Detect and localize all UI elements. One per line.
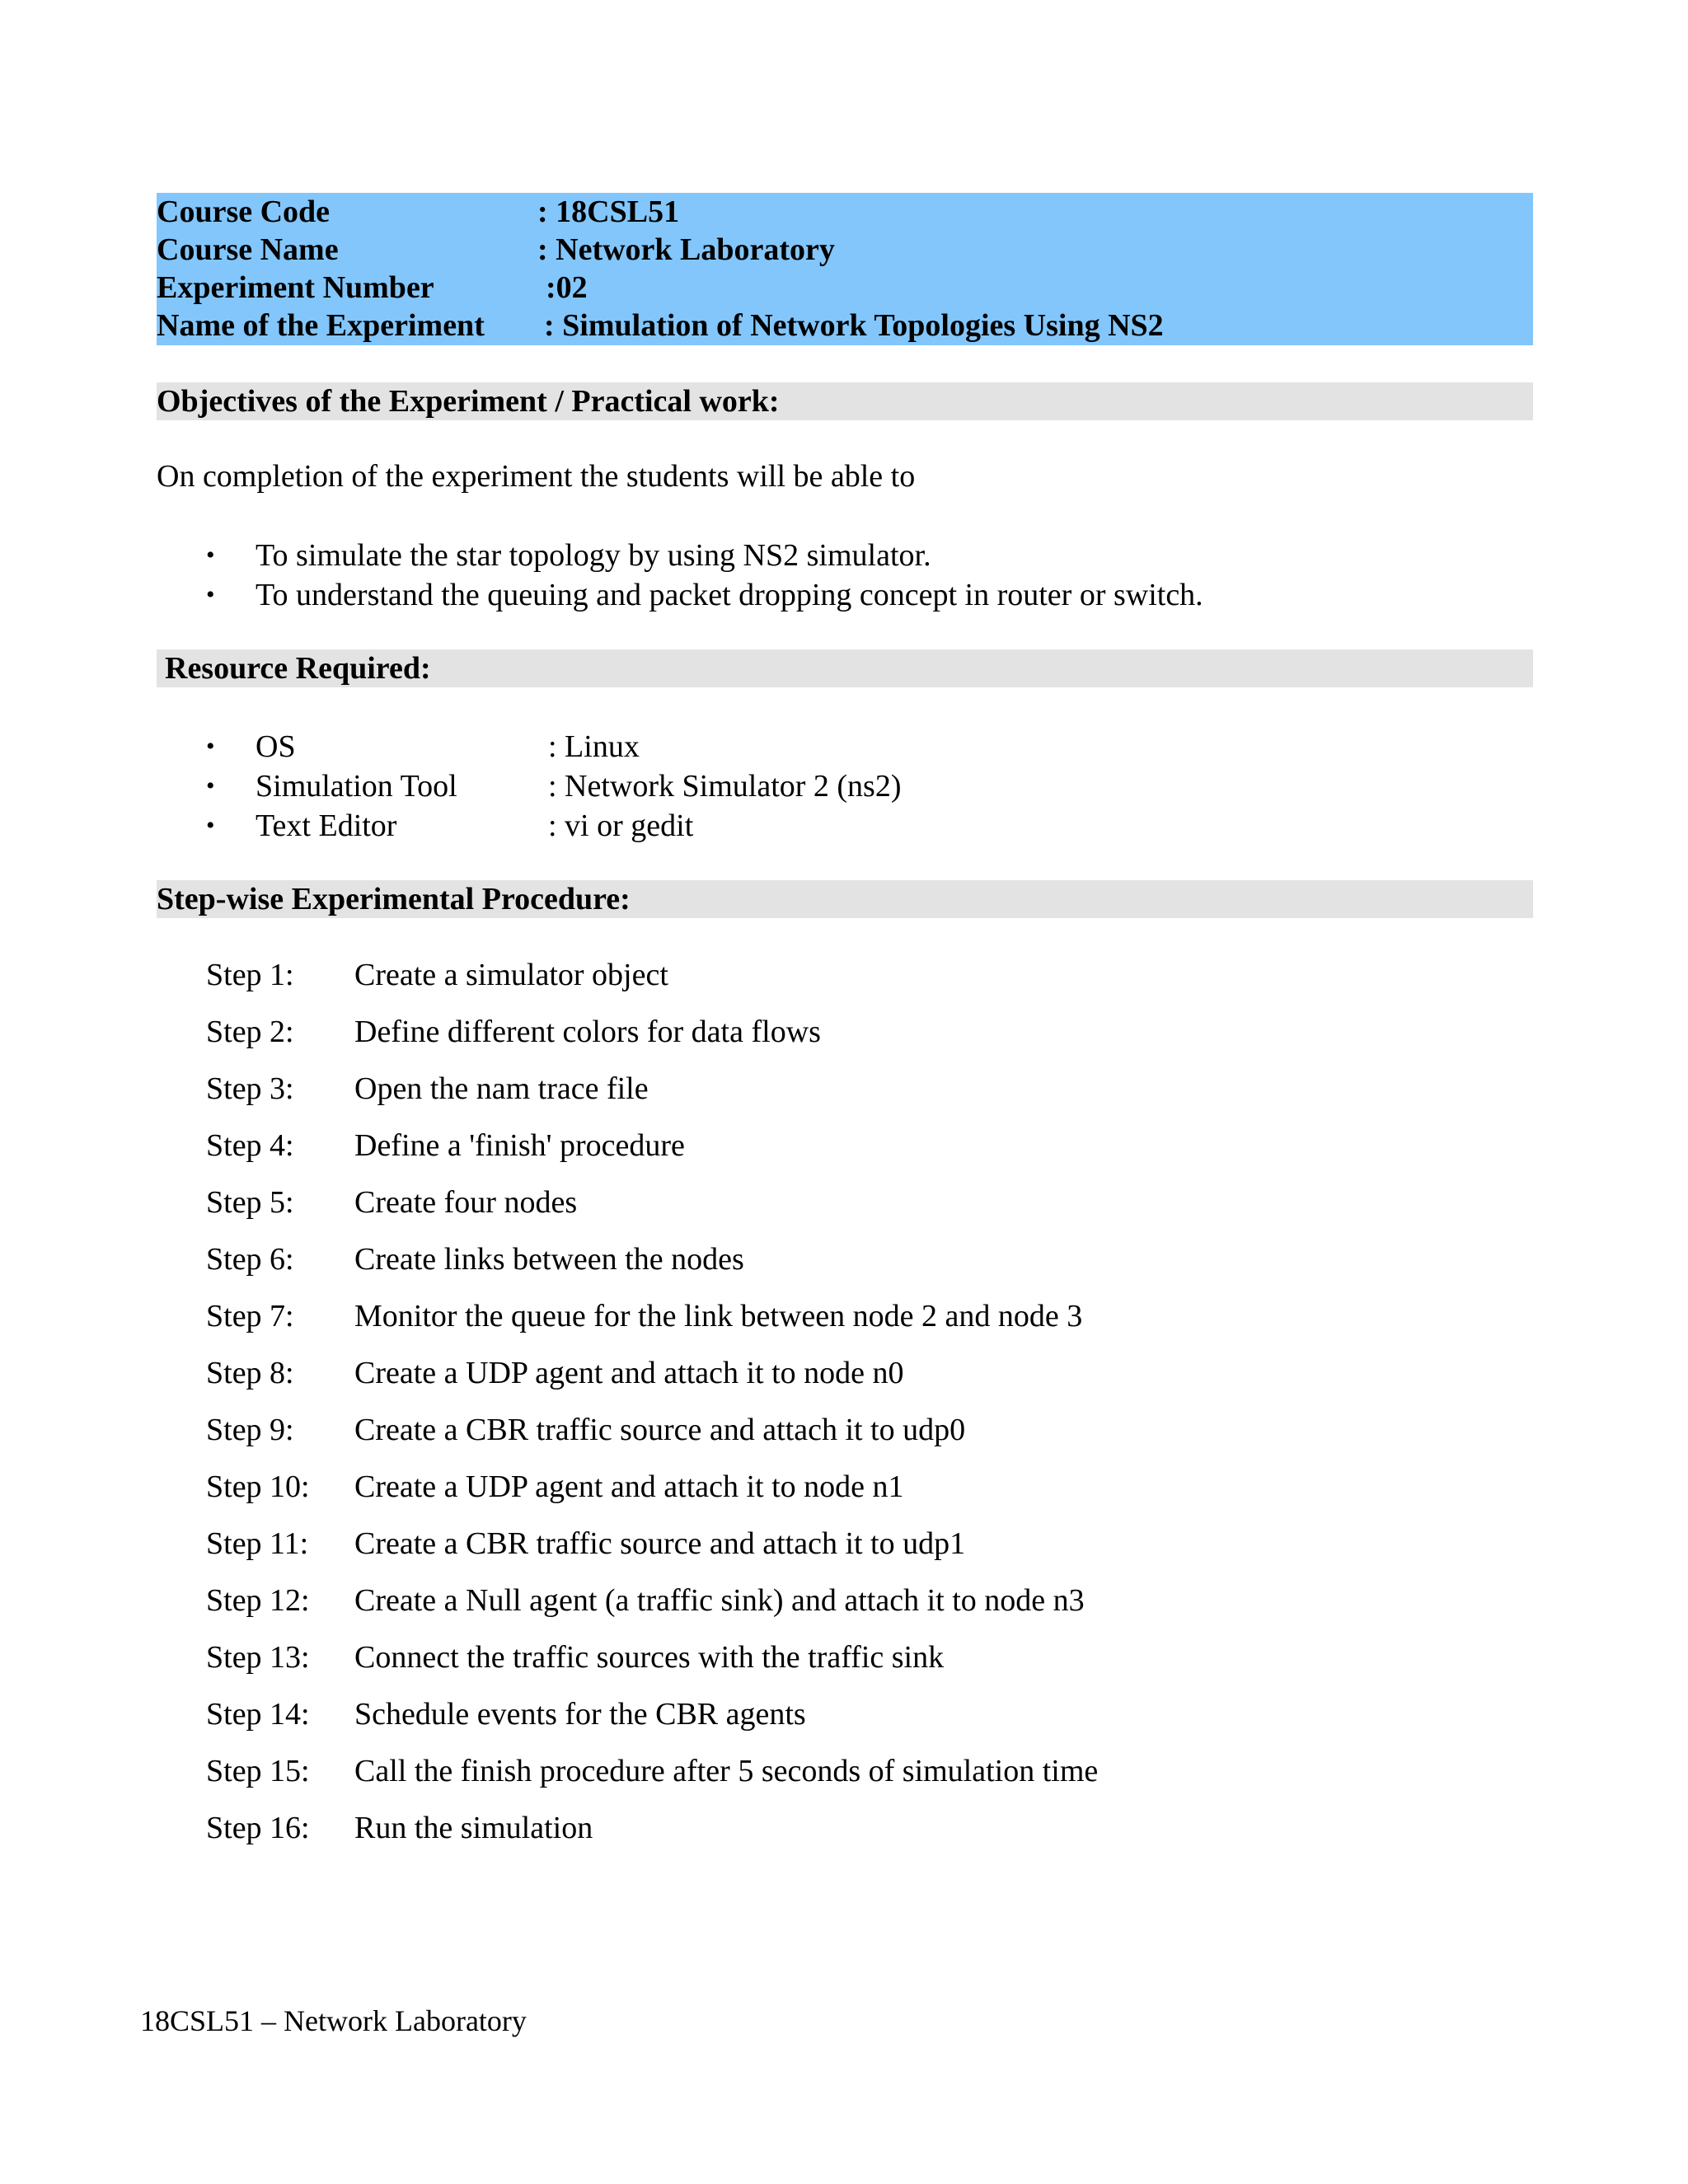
objective-text: To simulate the star topology by using NS2 simulator. <box>256 538 931 573</box>
step-label: Step 3: <box>206 1071 294 1106</box>
resources-heading-bar <box>157 649 1533 687</box>
step-text: Call the finish procedure after 5 seconds of simulation time <box>354 1754 1099 1788</box>
step-label: Step 12: <box>206 1583 310 1618</box>
bullet-icon: • <box>206 541 215 569</box>
experiment-number-value: :02 <box>546 270 588 305</box>
bullet-icon: • <box>206 733 215 760</box>
objectives-heading: Objectives of the Experiment / Practical work: <box>157 384 780 419</box>
experiment-number-label: Experiment Number <box>157 270 434 305</box>
course-code-value: : 18CSL51 <box>537 194 680 229</box>
bullet-icon: • <box>206 812 215 839</box>
step-text: Create a UDP agent and attach it to node n1 <box>354 1469 904 1504</box>
procedure-heading: Step-wise Experimental Procedure: <box>157 882 631 916</box>
course-name-label: Course Name <box>157 232 339 267</box>
objective-text: To understand the queuing and packet dropping concept in router or switch. <box>256 578 1203 612</box>
step-text: Create a simulator object <box>354 958 668 992</box>
resource-value: : Network Simulator 2 (ns2) <box>548 769 902 804</box>
step-label: Step 16: <box>206 1811 310 1845</box>
step-label: Step 13: <box>206 1640 310 1675</box>
step-text: Create a CBR traffic source and attach it to udp0 <box>354 1413 966 1447</box>
step-text: Create four nodes <box>354 1185 578 1220</box>
bullet-icon: • <box>206 772 215 799</box>
step-label: Step 2: <box>206 1015 294 1049</box>
step-text: Schedule events for the CBR agents <box>354 1697 806 1732</box>
step-label: Step 6: <box>206 1242 294 1277</box>
step-label: Step 10: <box>206 1469 310 1504</box>
step-text: Create a UDP agent and attach it to node n0 <box>354 1356 904 1390</box>
resource-name: Text Editor <box>256 808 397 843</box>
procedure-heading-bar <box>157 880 1533 918</box>
course-name-value: : Network Laboratory <box>537 232 835 267</box>
step-label: Step 11: <box>206 1526 309 1561</box>
step-label: Step 15: <box>206 1754 310 1788</box>
step-label: Step 14: <box>206 1697 310 1732</box>
bullet-icon: • <box>206 581 215 608</box>
step-text: Connect the traffic sources with the traffic sink <box>354 1640 945 1675</box>
step-text: Monitor the queue for the link between node 2 and node 3 <box>354 1299 1083 1333</box>
resource-name: Simulation Tool <box>256 769 457 804</box>
objectives-heading-bar <box>157 382 1533 420</box>
experiment-name-label: Name of the Experiment <box>157 308 485 343</box>
course-code-label: Course Code <box>157 194 331 229</box>
experiment-name-value: : Simulation of Network Topologies Using NS2 <box>544 308 1164 343</box>
step-text: Define a 'finish' procedure <box>354 1128 685 1163</box>
step-label: Step 8: <box>206 1356 294 1390</box>
course-info-block <box>157 193 1533 345</box>
step-text: Create links between the nodes <box>354 1242 744 1277</box>
step-label: Step 7: <box>206 1299 294 1333</box>
step-text: Open the nam trace file <box>354 1071 649 1106</box>
step-text: Run the simulation <box>354 1811 593 1845</box>
step-label: Step 4: <box>206 1128 294 1163</box>
step-label: Step 9: <box>206 1413 294 1447</box>
step-text: Create a Null agent (a traffic sink) and attach it to node n3 <box>354 1583 1085 1618</box>
step-label: Step 1: <box>206 958 294 992</box>
step-text: Create a CBR traffic source and attach it to udp1 <box>354 1526 966 1561</box>
step-label: Step 5: <box>206 1185 294 1220</box>
resource-value: : Linux <box>548 729 640 764</box>
page-footer: 18CSL51 – Network Laboratory <box>140 2004 527 2037</box>
resource-name: OS <box>256 729 296 764</box>
objectives-intro: On completion of the experiment the students will be able to <box>157 459 916 494</box>
step-text: Define different colors for data flows <box>354 1015 821 1049</box>
resources-heading: Resource Required: <box>165 651 431 686</box>
resource-value: : vi or gedit <box>548 808 694 843</box>
